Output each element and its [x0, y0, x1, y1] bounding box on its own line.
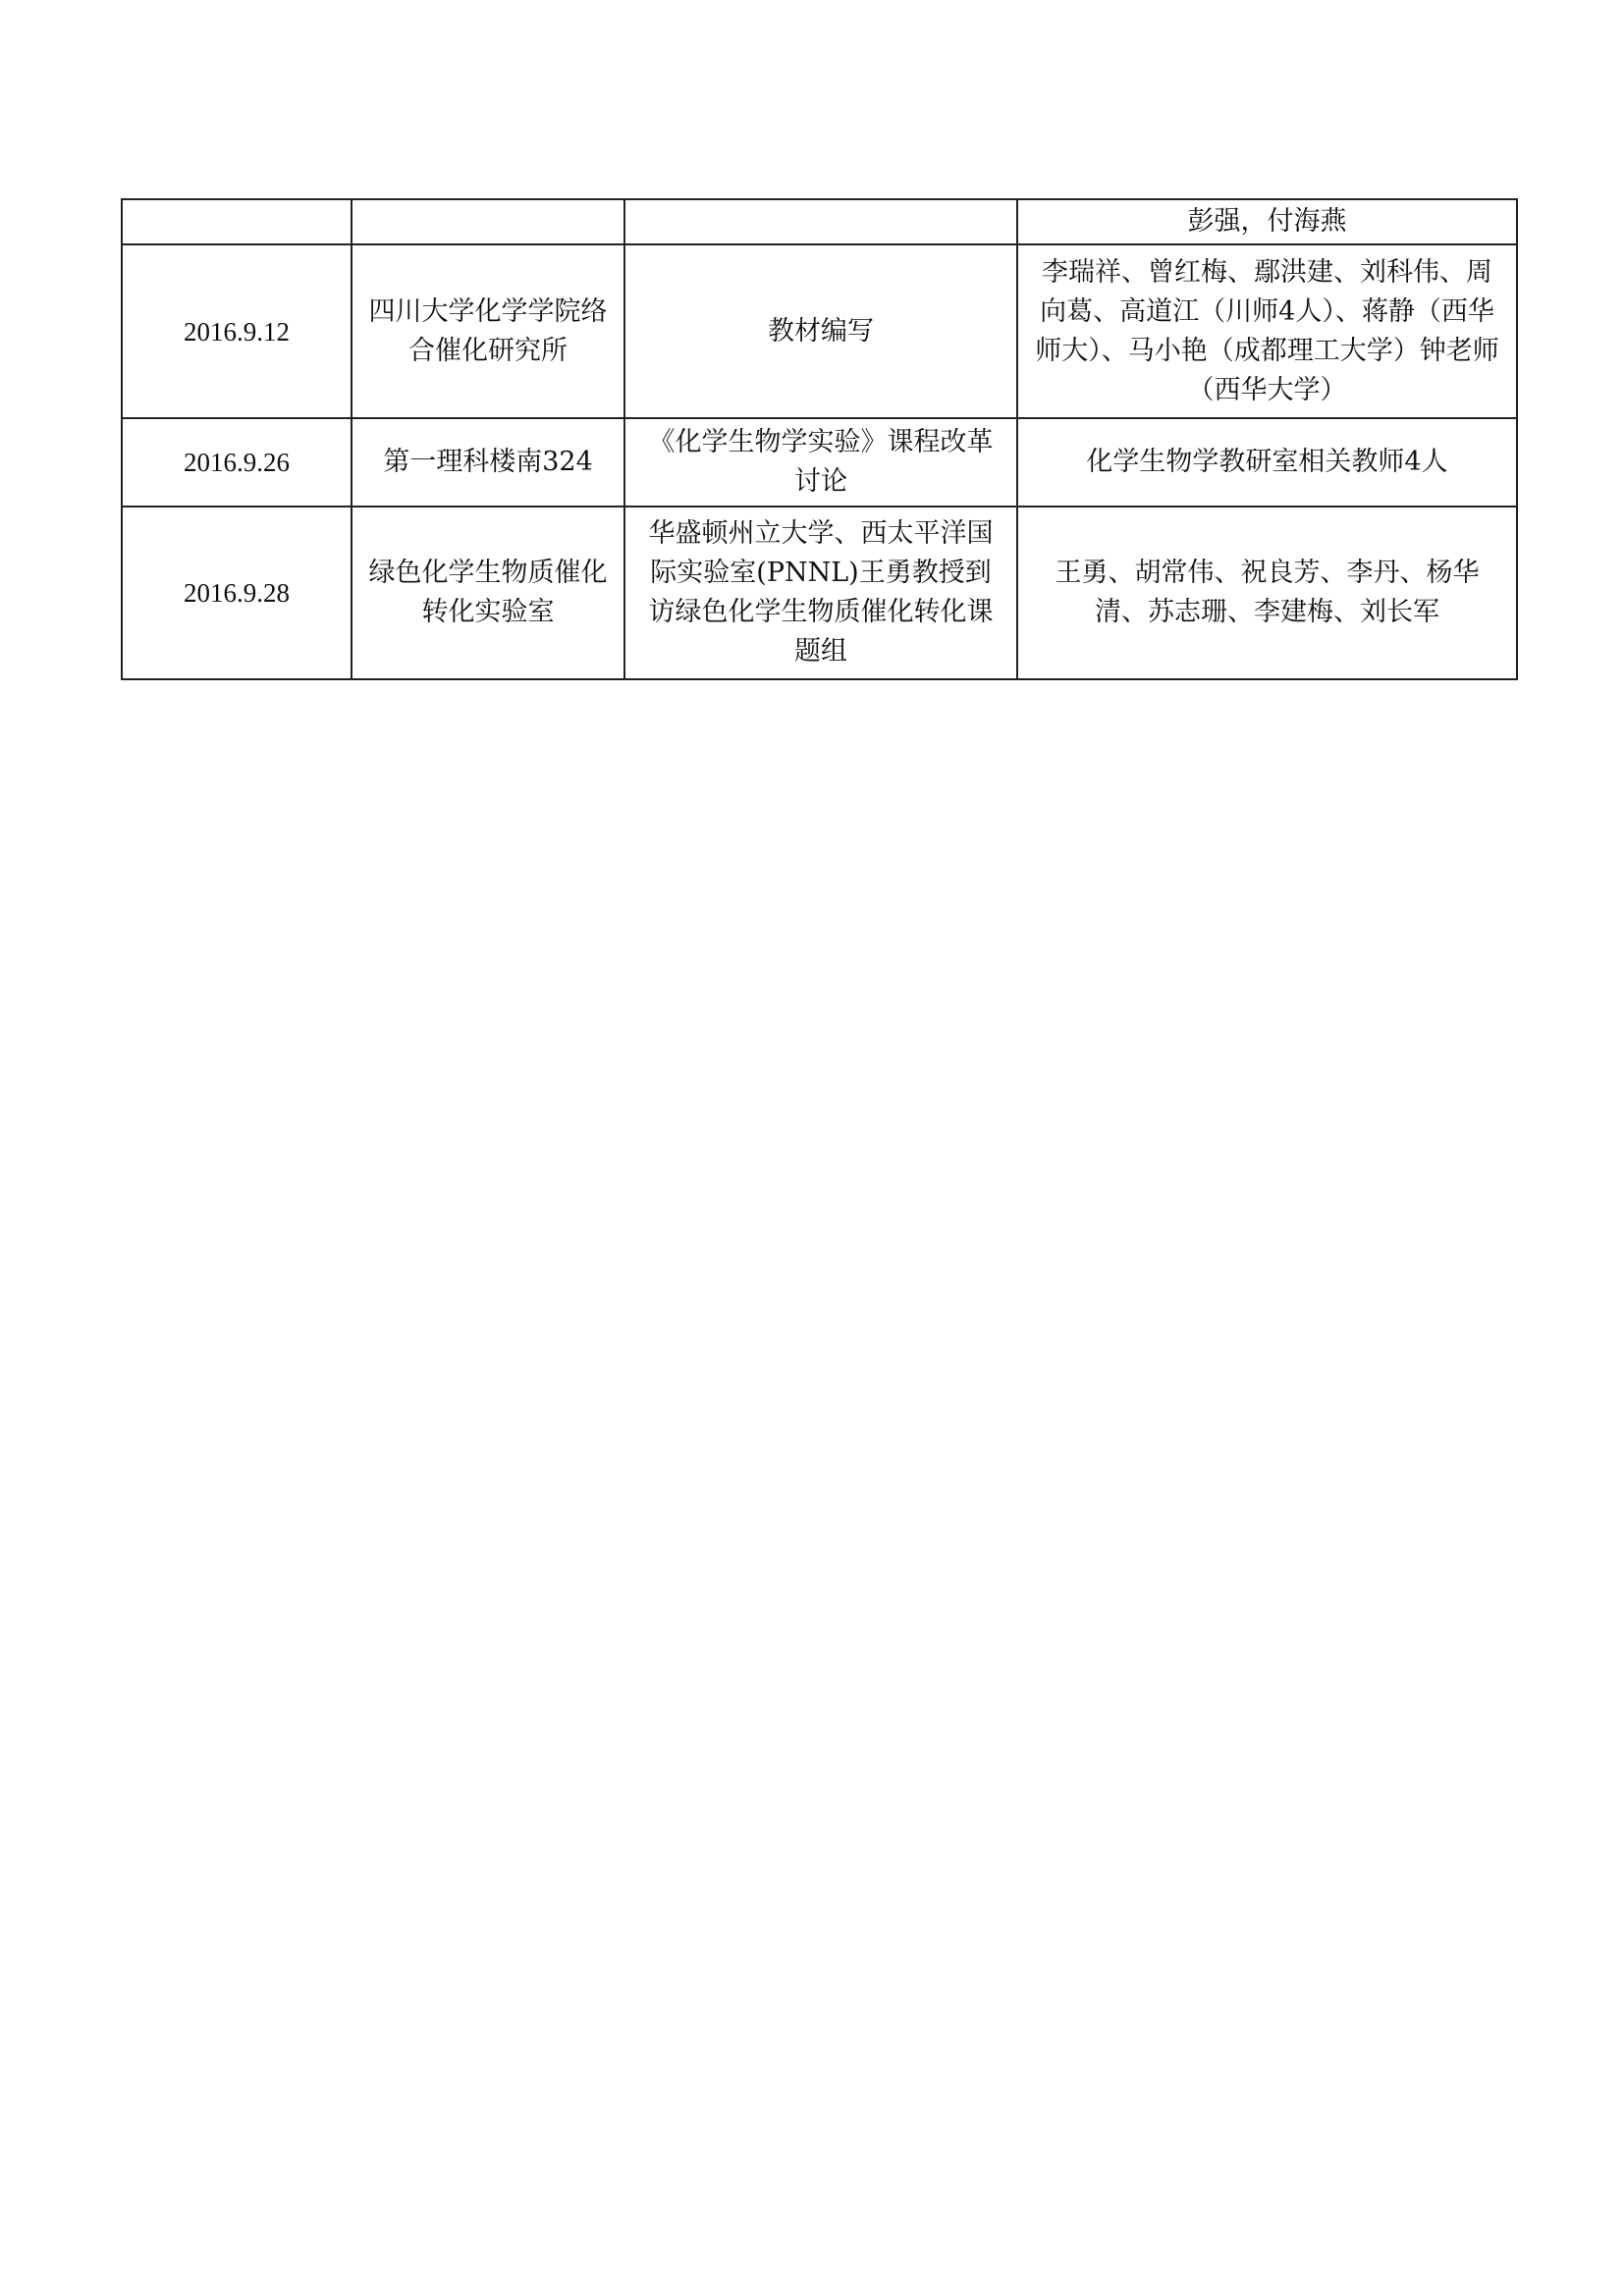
- location-cell: [352, 199, 624, 244]
- participants-cell: 化学生物学教研室相关教师4人: [1017, 418, 1517, 507]
- table-row: [122, 507, 1517, 679]
- table-row: [122, 418, 1517, 507]
- activity-cell: 《化学生物学实验》课程改革讨论: [624, 418, 1017, 507]
- date-cell: 2016.9.12: [122, 244, 352, 418]
- activity-table: [121, 198, 1518, 680]
- date-cell: [122, 199, 352, 244]
- activity-cell: 教材编写: [624, 244, 1017, 418]
- location-cell: 四川大学化学学院络合催化研究所: [352, 244, 624, 418]
- location-cell: 第一理科楼南324: [352, 418, 624, 507]
- participants-cell: 王勇、胡常伟、祝良芳、李丹、杨华清、苏志珊、李建梅、刘长军: [1017, 507, 1517, 679]
- participants-cell: 彭强，付海燕: [1017, 199, 1517, 244]
- activity-cell: [624, 199, 1017, 244]
- date-cell: 2016.9.26: [122, 418, 352, 507]
- location-cell: 绿色化学生物质催化转化实验室: [352, 507, 624, 679]
- activity-cell: 华盛顿州立大学、西太平洋国际实验室(PNNL)王勇教授到访绿色化学生物质催化转化课题组: [624, 507, 1017, 679]
- table-row: [122, 199, 1517, 244]
- date-cell: 2016.9.28: [122, 507, 352, 679]
- table-row: [122, 244, 1517, 418]
- participants-cell: 李瑞祥、曾红梅、鄢洪建、刘科伟、周向葛、高道江（川师4人）、蒋静（西华师大）、马小艳（成都理工大学）钟老师（西华大学）: [1017, 244, 1517, 418]
